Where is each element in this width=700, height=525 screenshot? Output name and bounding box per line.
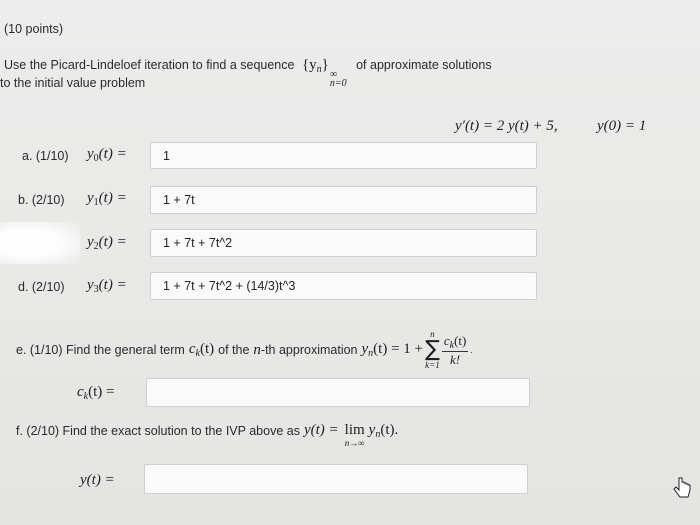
sum-sigma: ∑ (425, 337, 440, 362)
lim-word: lim (344, 422, 365, 438)
part-e-label: e. (1/10) Find the general term (16, 343, 185, 357)
seq-sub: n (316, 64, 322, 75)
ck-term (189, 341, 214, 359)
part-e-tail: . (470, 345, 473, 355)
intro-text-pre: Use the Picard-Lindeloef iteration to find a sequence (4, 58, 295, 72)
ck-fraction (442, 333, 469, 368)
part-d-label: d. (2/10) (18, 280, 65, 294)
y3-answer-input[interactable]: 1 + 7t + 7t^2 + (14/3)t^3 (150, 272, 537, 300)
frac-num-letter: c (443, 332, 450, 348)
yn-term (362, 341, 424, 359)
seq-lower: n=0 (329, 78, 347, 89)
intro-line-2: to the initial value problem (0, 76, 146, 90)
seq-sup: ∞ (329, 69, 337, 80)
seq-open: {y (301, 57, 317, 73)
sum-upper: n (430, 329, 435, 339)
f-yn-letter: y (368, 422, 376, 438)
part-b-sub: 1 (93, 197, 99, 208)
ck-answer-input[interactable] (146, 378, 530, 407)
part-b-label: b. (2/10) (18, 193, 65, 207)
n-var: n (253, 341, 261, 358)
frac-denominator: k! (450, 351, 461, 367)
seq-limits (330, 70, 347, 88)
seq-close: } (321, 57, 329, 73)
part-f-yt: y(t) = (303, 422, 339, 438)
part-a-var: y (87, 146, 94, 162)
part-f-question (16, 424, 398, 448)
ck-ans-rest: (t) = (88, 384, 115, 400)
part-c-sub: 2 (93, 241, 99, 252)
ivp-equation: y′(t) = 2 y(t) + 5, (455, 118, 558, 134)
part-d-rest: (t) = (98, 277, 127, 293)
ck-letter: c (188, 341, 196, 357)
part-c-rest: (t) = (98, 234, 127, 250)
yn-sub: n (368, 348, 374, 359)
ck-ans-letter: c (77, 384, 84, 400)
summation (425, 330, 440, 370)
ck-sub: k (195, 348, 200, 359)
intro-text-post: of approximate solutions (356, 58, 492, 72)
ivp-initial: y(0) = 1 (597, 118, 647, 134)
yn-rest: (t) = 1 + (373, 341, 423, 357)
points-label: (10 points) (4, 22, 64, 36)
y1-answer-input[interactable]: 1 + 7t (150, 186, 537, 214)
y2-answer-input[interactable]: 1 + 7t + 7t^2 (150, 229, 537, 257)
f-yn-sub: n (375, 429, 381, 440)
yt-answer-label: y(t) = (80, 472, 115, 488)
yt-answer-input[interactable] (144, 464, 528, 494)
screen-glare (0, 222, 80, 264)
part-e-question (16, 330, 473, 370)
part-b-expr (87, 190, 127, 208)
part-d-sub: 3 (93, 284, 99, 295)
part-d-var: y (87, 277, 94, 293)
part-e-mid2: -th approximation (260, 343, 358, 357)
part-f-label: f. (2/10) Find the exact solution to the IVP above as (16, 424, 300, 438)
part-b-var: y (87, 190, 94, 206)
sequence-notation (301, 57, 347, 89)
part-e-mid: of the (218, 343, 250, 357)
part-a-label: a. (1/10) (22, 149, 69, 163)
ck-ans-sub: k (83, 391, 89, 402)
part-f-yn (369, 422, 399, 440)
part-d-expr (87, 277, 127, 295)
f-yn-rest: (t). (380, 422, 399, 438)
yn-letter: y (361, 341, 369, 357)
ck-answer-label (77, 384, 115, 402)
lim-sub: n→∞ (344, 438, 365, 448)
frac-num-sub: k (449, 339, 455, 351)
part-a-rest: (t) = (98, 146, 127, 162)
sum-lower: k=1 (425, 360, 440, 370)
y0-answer-input[interactable]: 1 (150, 142, 537, 169)
frac-numerator (442, 333, 469, 352)
limit-expr (345, 422, 365, 448)
part-a-expr (87, 146, 127, 164)
ck-rest: (t) (199, 341, 215, 357)
part-c-expr (87, 234, 127, 252)
part-b-rest: (t) = (98, 190, 127, 206)
part-a-sub: 0 (93, 153, 99, 164)
frac-num-rest: (t) (454, 332, 467, 348)
part-c-var: y (87, 234, 94, 250)
hand-pointer-icon (672, 476, 692, 500)
